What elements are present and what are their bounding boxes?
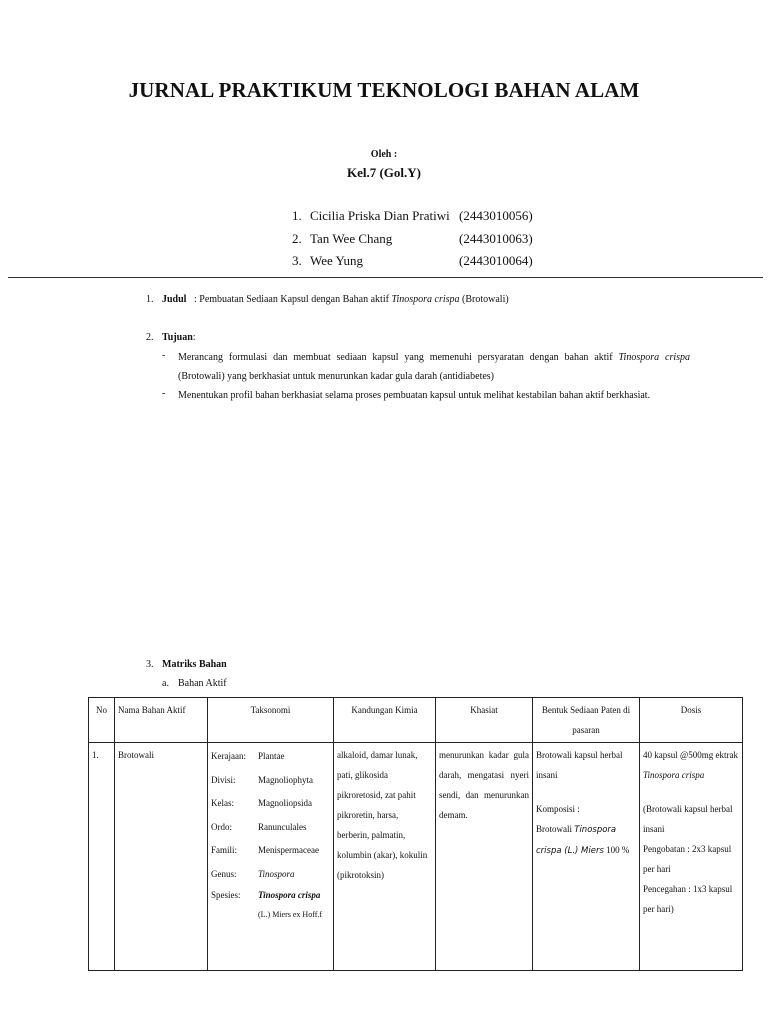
section-number: 1. [146, 294, 154, 305]
tujuan-item: Menentukan profil bahan berkhasiat selama proses pembuatan kapsul untuk melihat kestabilan bahan aktif berkhasiat. [178, 390, 651, 401]
dosis-text [643, 745, 739, 785]
subsection-label: Bahan Aktif [178, 678, 227, 689]
taxonomy-value: Menispermaceae [258, 845, 319, 855]
section-label [162, 332, 196, 343]
tujuan-item-species: Tinospora crispa [618, 352, 691, 363]
member-name: Tan Wee Chang [310, 231, 393, 246]
taxonomy-rank: Kerajaan: [211, 751, 246, 761]
bullet-dash: - [162, 350, 166, 361]
column-header: Khasiat [436, 698, 533, 743]
taxonomy-rank: Kelas: [211, 798, 234, 808]
komposisi-text [536, 819, 636, 861]
cell-nama: Brotowali [115, 743, 208, 971]
judul-main-text: : Pembuatan Sediaan Kapsul dengan Bahan aktif [194, 294, 389, 305]
tujuan-item [178, 348, 690, 386]
dosis-main: 40 kapsul @500mg ektrak [643, 750, 739, 760]
oleh-label: Oleh : [370, 149, 398, 160]
cell-no: 1. [89, 743, 115, 971]
column-header: Kandungan Kimia [334, 698, 436, 743]
column-header: Dosis [640, 698, 743, 743]
column-header: No [89, 698, 115, 743]
taxonomy-row [211, 769, 330, 793]
product-name: Brotowali kapsul herbal insani [536, 750, 623, 780]
dosis-species: Tinospora crispa [643, 770, 705, 780]
member-number: 1. [292, 208, 302, 223]
tujuan-colon: : [192, 332, 196, 343]
cell-taksonomi [208, 743, 334, 971]
komposisi-species: Tinospora crispa (L.) Miers [536, 825, 617, 856]
judul-species: Tinospora crispa [391, 294, 460, 305]
header-divider [8, 277, 763, 278]
cell-kandungan: alkaloid, damar lunak, pati, glikosida pikroretosid, zat pahit pikroretin, harsa, berberin, palmatin, kolumbin (akar), kokulin (pikrotoksin) [334, 743, 436, 971]
judul-text [194, 294, 509, 305]
subsection-letter: a. [162, 678, 169, 689]
dosis-pencegahan: Pencegahan : 1x3 kapsul per hari) [643, 884, 733, 914]
member-nim: (2443010064) [459, 253, 533, 268]
taxonomy-value [258, 886, 330, 924]
taxonomy-row [211, 839, 330, 863]
komposisi-percent: 100 % [606, 845, 630, 855]
judul-suffix: (Brotowali) [462, 294, 509, 305]
taxonomy-row [211, 863, 330, 887]
dosis-product: (Brotowali kapsul herbal insani [643, 804, 733, 834]
taxonomy-rank: Ordo: [211, 821, 232, 832]
taxonomy-row [211, 745, 330, 769]
table-header-row [89, 698, 743, 743]
section-label: Judul [162, 294, 187, 305]
member-row [292, 208, 533, 224]
table-row [89, 743, 743, 971]
member-name: Wee Yung [310, 253, 363, 268]
member-name: Cicilia Priska Dian Pratiwi [310, 208, 450, 223]
komposisi-label: Komposisi : [536, 804, 580, 814]
section-number: 2. [146, 332, 154, 343]
tujuan-label-text: Tujuan [162, 332, 193, 343]
cell-dosis [640, 743, 743, 971]
bahan-aktif-table [88, 697, 743, 971]
column-header: Bentuk Sediaan Paten di pasaran [533, 698, 640, 743]
document-title: JURNAL PRAKTIKUM TEKNOLOGI BAHAN ALAM [128, 78, 640, 102]
taxonomy-row [211, 886, 330, 924]
section-label: Matriks Bahan [162, 659, 227, 670]
member-number: 2. [292, 231, 302, 246]
taxonomy-rank: Famili: [211, 845, 238, 855]
taxonomy-value: Plantae [258, 751, 285, 761]
member-nim: (2443010063) [459, 231, 533, 246]
taxonomy-value: Tinospora [258, 868, 295, 879]
taxonomy-value: Ranunculales [258, 821, 307, 832]
taxonomy-rank: Divisi: [211, 774, 236, 785]
taxonomy-value: Magnoliophyta [258, 774, 313, 785]
taxonomy-value: Magnoliopsida [258, 798, 312, 808]
taxonomy-row [211, 792, 330, 816]
dosis-pengobatan: Pengobatan : 2x3 kapsul per hari [643, 844, 732, 874]
member-row [292, 231, 533, 247]
taxonomy-row [211, 816, 330, 840]
member-row [292, 253, 533, 269]
taxonomy-rank: Genus: [211, 868, 237, 879]
bullet-dash: - [162, 388, 166, 399]
tujuan-item-text: (Brotowali) yang berkhasiat untuk menurunkan kadar gula darah (antidiabetes) [178, 371, 495, 382]
group-label: Kel.7 (Gol.Y) [346, 165, 421, 180]
cell-khasiat: menurunkan kadar gula darah, mengatasi nyeri sendi, dan menurunkan demam. [436, 743, 533, 971]
column-header: Taksonomi [208, 698, 334, 743]
taxonomy-rank: Spesies: [211, 890, 241, 900]
member-nim: (2443010056) [459, 208, 533, 223]
member-number: 3. [292, 253, 302, 268]
komposisi-product: Brotowali [536, 824, 572, 834]
cell-bentuk-sediaan [533, 743, 640, 971]
column-header: Nama Bahan Aktif [115, 698, 208, 743]
species-name: Tinospora crispa [258, 890, 321, 900]
tujuan-item-text: Merancang formulasi dan membuat sediaan kapsul yang memenuhi persyaratan dengan bahan aktif [178, 352, 613, 363]
section-number: 3. [146, 659, 154, 670]
species-author: (L.) Miers ex Hoff.f [258, 910, 323, 919]
